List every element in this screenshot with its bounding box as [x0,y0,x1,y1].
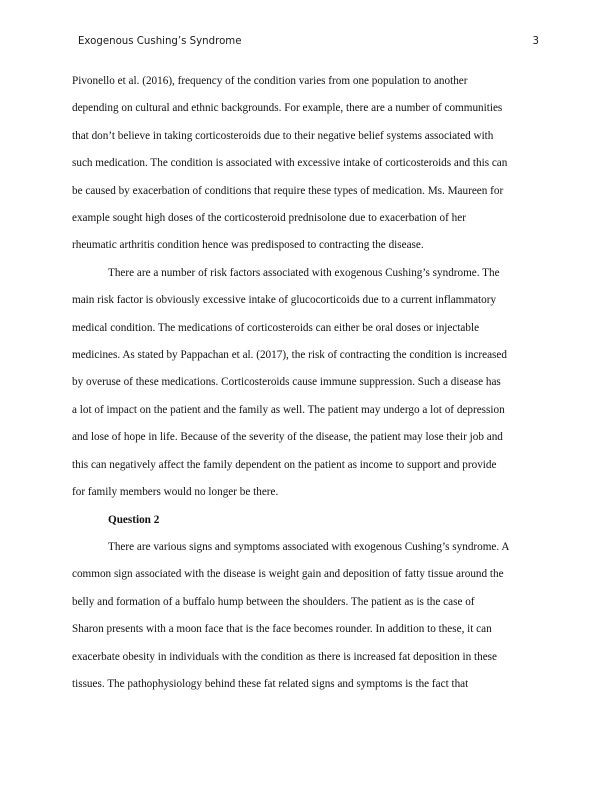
page-header [72,36,540,52]
text-line: medical condition. The medications of corticosteroids can either be oral doses or injectable [72,321,480,334]
text-line: There are various signs and symptoms associated with exogenous Cushing’s syndrome. A [108,540,510,553]
text-line: example sought high doses of the corticosteroid prednisolone due to exacerbation of her [72,212,466,225]
text-line: medicines. As stated by Pappachan et al. (2017), the risk of contracting the condition is increased [72,349,507,362]
text-line: and lose of hope in life. Because of the severity of the disease, the patient may lose their job and [72,431,503,444]
text-line: such medication. The condition is associated with excessive intake of corticosteroids and this can [72,157,508,170]
text-line: main risk factor is obviously excessive intake of glucocorticoids due to a current inflammatory [72,294,497,307]
text-line: Pivonello et al. (2016), frequency of the condition varies from one population to another [72,75,468,87]
text-line: There are a number of risk factors associated with exogenous Cushing’s syndrome. The [108,266,500,279]
paragraph-1 [72,68,546,260]
text-line: belly and formation of a buffalo hump between the shoulders. The patient as is the case of [72,595,475,608]
text-line: exacerbate obesity in individuals with the condition as there is increased fat deposition in these [72,650,498,663]
text-line: common sign associated with the disease is weight gain and deposition of fatty tissue around the [72,568,504,581]
text-line: be caused by exacerbation of conditions that require these types of medication. Ms. Maureen for [72,184,504,197]
text-line: that don’t believe in taking corticosteroids due to their negative belief systems associated with [72,129,494,142]
text-line: a lot of impact on the patient and the family as well. The patient may undergo a lot of depression [72,403,505,416]
text-line: by overuse of these medications. Corticosteroids cause immune suppression. Such a disease has [72,376,501,389]
text-line: tissues. The pathophysiology behind these fat related signs and symptoms is the fact that [72,677,469,690]
page-number: 3 [532,36,539,47]
text-line: Sharon presents with a moon face that is the face becomes rounder. In addition to these, it can [72,623,492,636]
document-body [72,68,546,698]
text-line: depending on cultural and ethnic backgrounds. For example, there are a number of communities [72,102,503,115]
text-line: rheumatic arthritis condition hence was predisposed to contracting the disease. [72,239,424,252]
text-line: for family members would no longer be there. [72,486,279,499]
text-line: this can negatively affect the family dependent on the patient as income to support and provide [72,458,497,471]
paragraph-3 [72,534,546,698]
running-head: Exogenous Cushing’s Syndrome [78,36,242,47]
paragraph-2 [72,260,546,507]
section-heading: Question 2 [108,513,160,526]
